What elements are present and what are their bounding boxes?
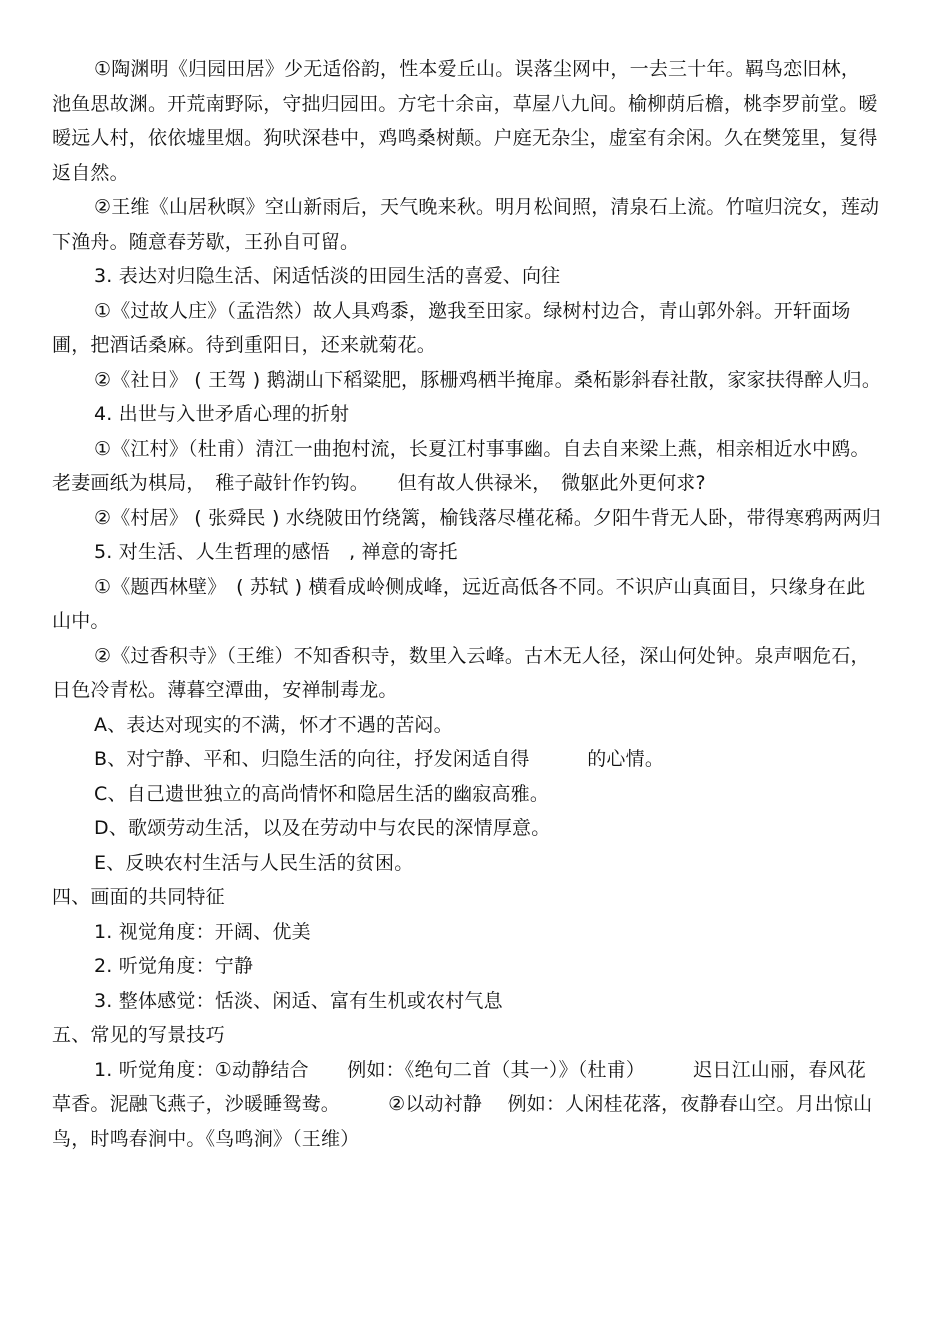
technique-auditory: 1. 听觉角度：①动静结合 例如：《绝句二首（其一）》（杜甫） 迟日江山丽，春风花草香。泥融飞燕子，沙暖睡鸳鸯。 ②以动衬静 例如：人闲桂花落，夜静春山空。月出惊山鸟，时鸣春涧中。《鸟鸣涧》（王维） [52,1058,873,1150]
feature-auditory: 2. 听觉角度：宁静 [94,955,254,977]
paragraph-guoxiangjisi: ②《过香积寺》（王维）不知香积寺，数里入云峰。古木无人径，深山何处钟。泉声咽危石，日色冷青松。薄暮空潭曲，安禅制毒龙。 [52,644,870,701]
heading-part-5: 五、常见的写景技巧 [52,1024,225,1046]
feature-visual: 1. 视觉角度：开阔、优美 [94,920,311,943]
heading-part-4: 四、画面的共同特征 [52,886,225,908]
paragraph-tixilinbi: ①《题西林壁》 ( 苏轼 ) 横看成岭侧成峰，远近高低各不同。不识庐山真面目，只缘身在此山中。 [52,575,866,632]
document-body [52,52,889,1156]
option-b: B、对宁静、平和、归隐生活的向往，抒发闲适自得 的心情。 [94,748,665,770]
option-c: C、自己遗世独立的高尚情怀和隐居生活的幽寂高雅。 [94,782,550,805]
paragraph-sheri: ②《社日》 ( 王驾 ) 鹅湖山下稻粱肥，豚栅鸡栖半掩扉。桑柘影斜春社散，家家扶得醉人归。 [94,368,882,391]
paragraph-guiyuantianju: ①陶渊明《归园田居》少无适俗韵，性本爱丘山。误落尘网中，一去三十年。羁鸟恋旧林， 池鱼思故渊。开荒南野际，守拙归园田。方宅十余亩，草屋八九间。榆柳荫后檐，桃李罗前堂。暧暧远人村，依依墟里烟。狗吠深巷中，鸡鸣桑树颠。户庭无杂尘，虚室有余闲。久在樊笼里，复得返自然。 [52,58,889,184]
option-d: D、歌颂劳动生活，以及在劳动中与农民的深情厚意。 [94,817,551,839]
heading-section-5: 5. 对生活、人生哲理的感悟 , 禅意的寄托 [94,541,458,563]
feature-overall: 3. 整体感觉：恬淡、闲适、富有生机或农村气息 [94,989,503,1012]
paragraph-jiangcun: ①《江村》（杜甫）清江一曲抱村流，长夏江村事事幽。自去自来梁上燕，相亲相近水中鸥。老妻画纸为棋局， 稚子敲针作钓钩。 但有故人供禄米， 微躯此外更何求? [52,437,870,494]
paragraph-shanjuqiuming: ②王维《山居秋暝》空山新雨后，天气晚来秋。明月松间照，清泉石上流。竹喧归浣女，莲动下渔舟。随意春芳歇，王孙自可留。 [52,196,880,253]
heading-section-3: 3. 表达对归隐生活、闲适恬淡的田园生活的喜爱、向往 [94,265,561,287]
option-e: E、反映农村生活与人民生活的贫困。 [94,851,414,874]
option-a: A、表达对现实的不满，怀才不遇的苦闷。 [94,713,453,736]
paragraph-cunju: ②《村居》 ( 张舜民 ) 水绕陂田竹绕篱，榆钱落尽槿花稀。夕阳牛背无人卧，带得寒鸦两两归 [94,506,882,529]
heading-section-4: 4. 出世与入世矛盾心理的折射 [94,403,350,425]
paragraph-guogurenzhuang: ①《过故人庄》（孟浩然）故人具鸡黍，邀我至田家。绿树村边合，青山郭外斜。开轩面场圃，把酒话桑麻。待到重阳日，还来就菊花。 [52,299,851,356]
